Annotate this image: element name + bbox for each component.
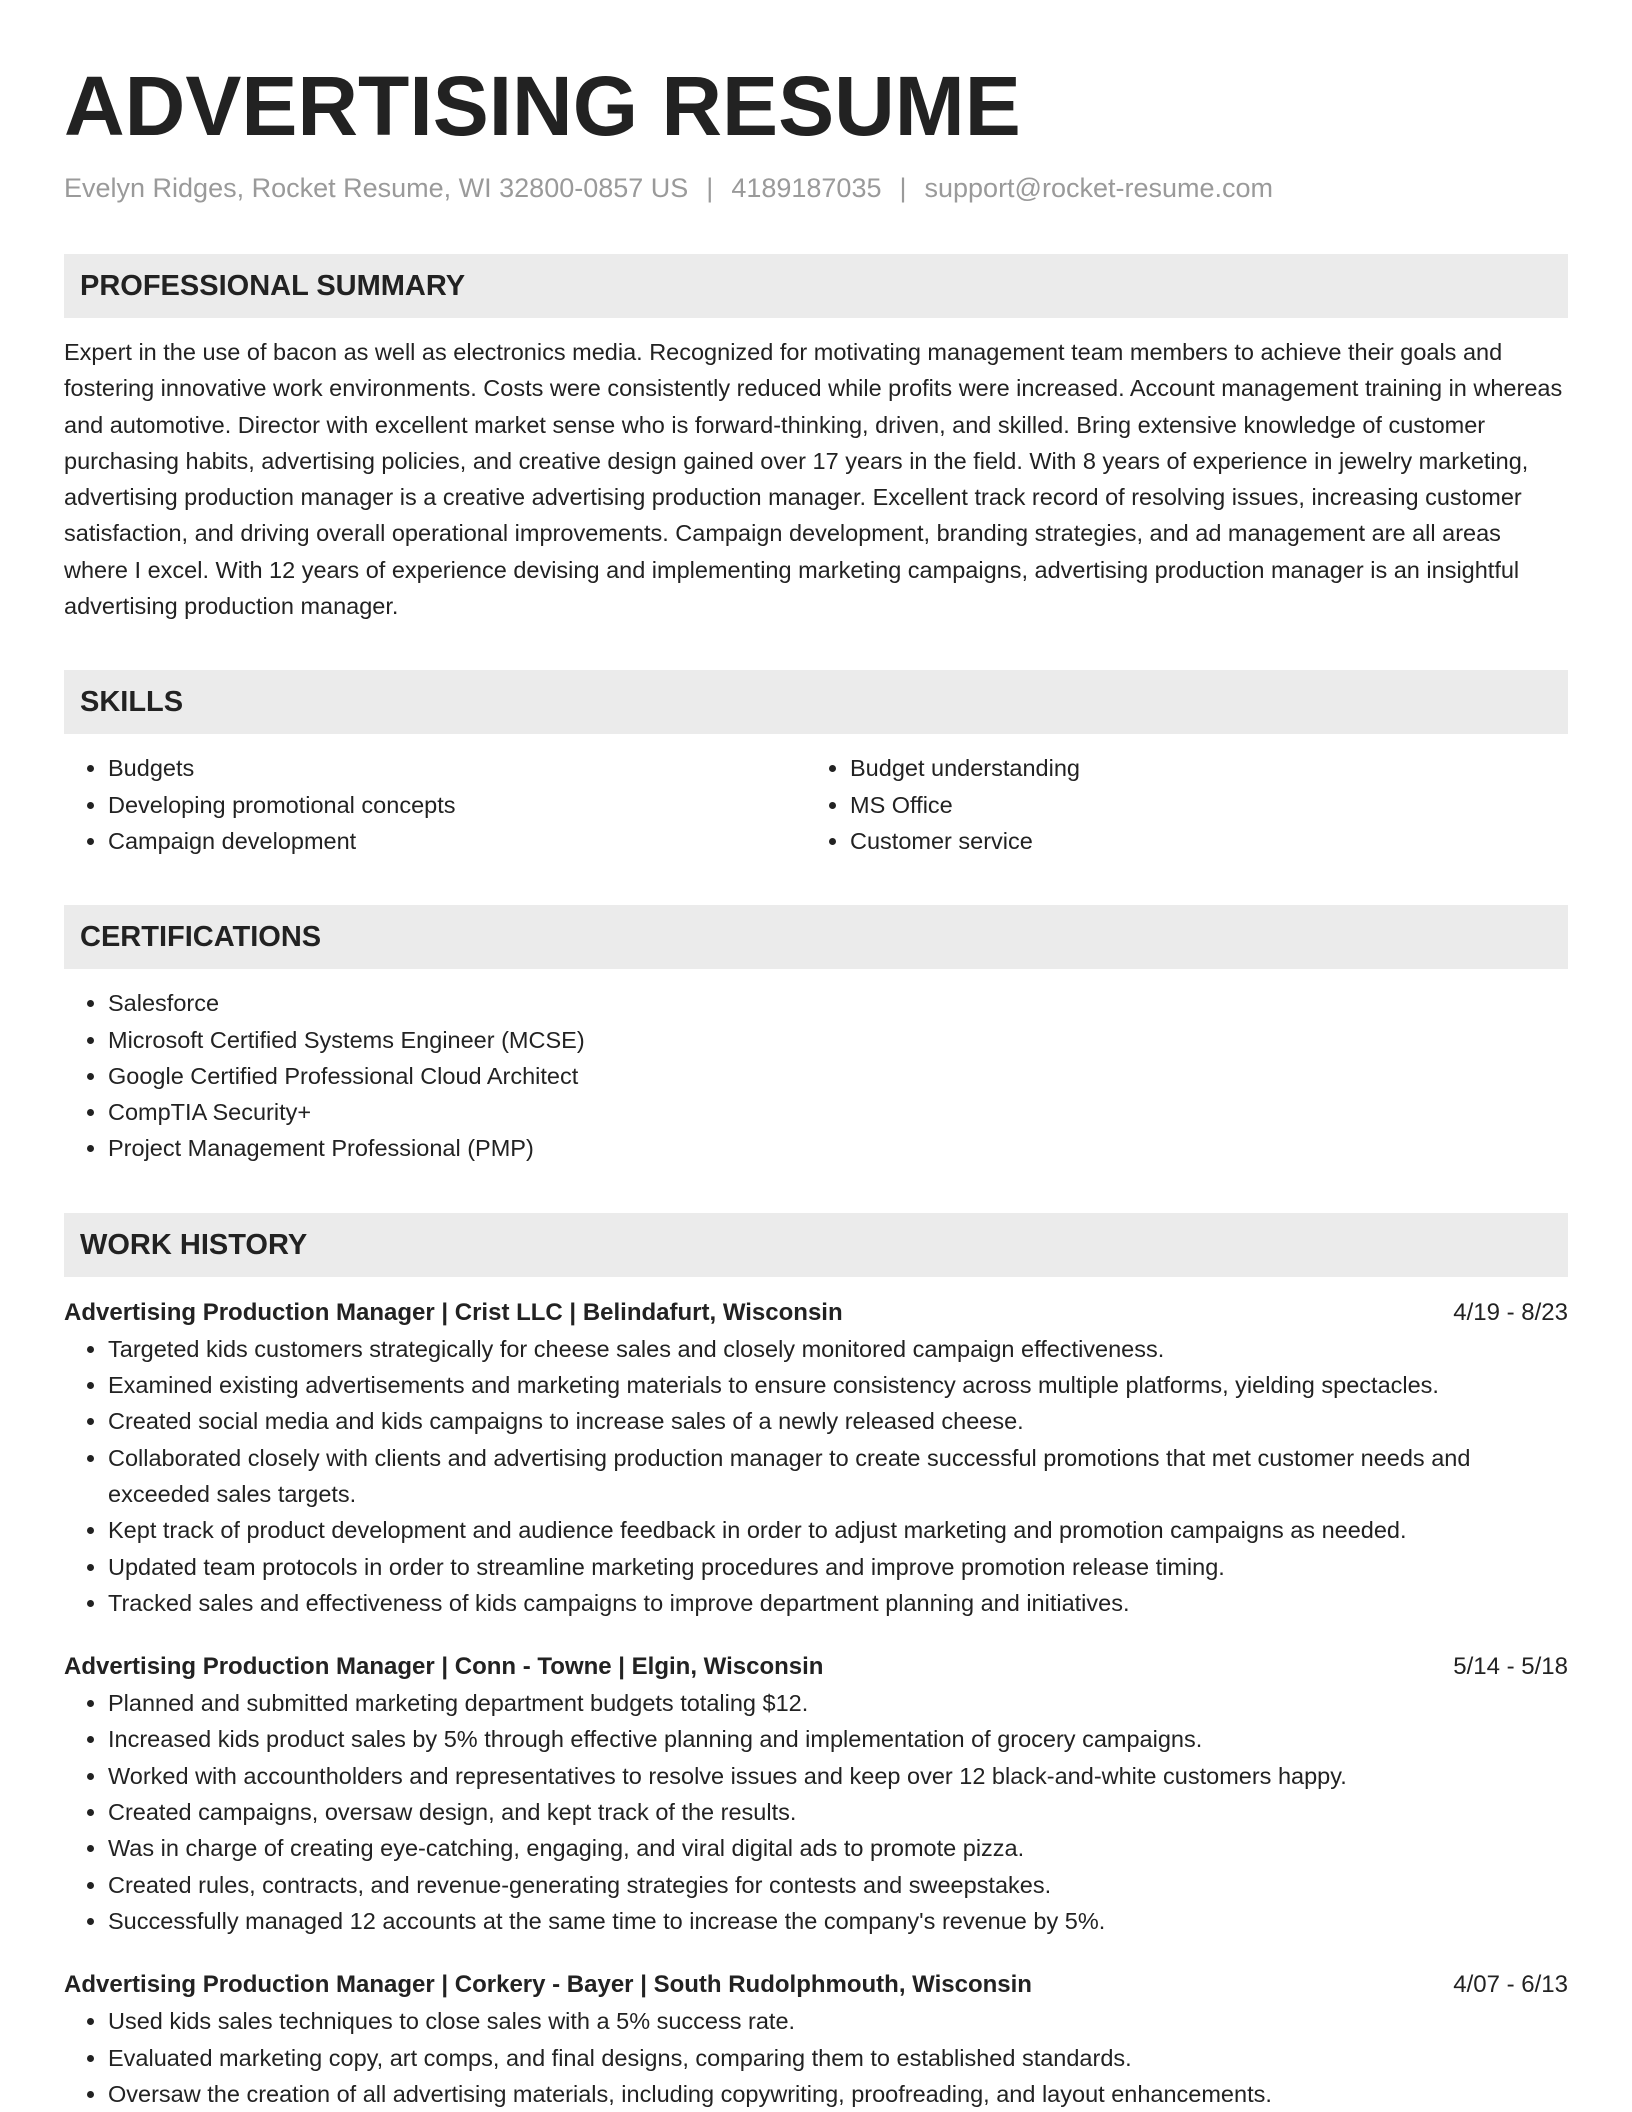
job-bullet: • Updated team protocols in order to streamline marketing procedures and improve promotion release timing. [108, 1549, 1568, 1585]
section-heading-certifications: CERTIFICATIONS [64, 905, 1568, 969]
job-bullet: • Examined existing advertisements and marketing materials to ensure consistency across multiple platforms, yielding spectacles. [108, 1367, 1568, 1403]
job-bullet: • Tracked sales and effectiveness of kids campaigns to improve department planning and initiatives. [108, 1585, 1568, 1621]
skills-column-left [64, 750, 806, 859]
section-heading-summary: PROFESSIONAL SUMMARY [64, 254, 1568, 318]
certification-item: • Salesforce [108, 985, 1568, 1021]
job-bullets [64, 1331, 1568, 1621]
job-header [64, 1649, 1568, 1685]
contact-email: support@rocket-resume.com [924, 173, 1274, 203]
job-bullet: • Used kids sales techniques to close sales with a 5% success rate. [108, 2003, 1568, 2039]
job-bullet: • Oversaw the creation of all advertising materials, including copywriting, proofreading, and layout enhancements. [108, 2076, 1568, 2112]
skill-item: • MS Office [850, 787, 1548, 823]
job-bullet: • Created campaigns, oversaw design, and kept track of the results. [108, 1794, 1568, 1830]
job-bullet: • Evaluated marketing copy, art comps, and final designs, comparing them to established standards. [108, 2040, 1568, 2076]
contact-address: Evelyn Ridges, Rocket Resume, WI 32800-0857 US [64, 173, 689, 203]
job-bullet: • Worked with accountholders and representatives to resolve issues and keep over 12 black-and-white customers happy. [108, 1758, 1568, 1794]
job-title: Advertising Production Manager | Crist LLC | Belindafurt, Wisconsin [64, 1298, 843, 1326]
job-bullets [64, 2003, 1568, 2112]
job-entry [64, 1649, 1568, 1939]
job-dates: 5/14 - 5/18 [1453, 1653, 1568, 1681]
contact-separator: | [706, 173, 714, 203]
certification-item: • Microsoft Certified Systems Engineer (MCSE) [108, 1022, 1568, 1058]
contact-phone: 4189187035 [731, 173, 882, 203]
job-bullet: • Created social media and kids campaigns to increase sales of a newly released cheese. [108, 1403, 1568, 1439]
certifications-list [64, 985, 1568, 1166]
job-dates: 4/19 - 8/23 [1453, 1298, 1568, 1326]
skills-list [64, 750, 1568, 859]
job-dates: 4/07 - 6/13 [1453, 1971, 1568, 1999]
job-header [64, 1967, 1568, 2003]
skill-item: • Campaign development [108, 823, 806, 859]
job-bullet: • Was in charge of creating eye-catching, engaging, and viral digital ads to promote pizza. [108, 1830, 1568, 1866]
job-bullet: • Kept track of product development and audience feedback in order to adjust marketing and promotion campaigns as needed. [108, 1512, 1568, 1548]
job-header [64, 1295, 1568, 1331]
skill-item: • Budgets [108, 750, 806, 786]
job-bullet: • Planned and submitted marketing department budgets totaling $12. [108, 1685, 1568, 1721]
job-entry [64, 1967, 1568, 2112]
job-title: Advertising Production Manager | Conn - Towne | Elgin, Wisconsin [64, 1653, 824, 1681]
skill-item: • Budget understanding [850, 750, 1548, 786]
skill-item: • Developing promotional concepts [108, 787, 806, 823]
job-bullet: • Collaborated closely with clients and advertising production manager to create successful promotions that met customer needs and exceeded sales targets. [108, 1440, 1568, 1513]
job-title: Advertising Production Manager | Corkery - Bayer | South Rudolphmouth, Wisconsin [64, 1971, 1032, 1999]
certification-item: • Google Certified Professional Cloud Architect [108, 1058, 1568, 1094]
job-entry [64, 1295, 1568, 1621]
skill-item: • Customer service [850, 823, 1548, 859]
summary-text: Expert in the use of bacon as well as electronics media. Recognized for motivating management team members to achieve their goals and fostering innovative work environments. Costs were consistently reduced while profits were increased. Account management training in whereas and automotive. Director with excellent market sense who is forward-thinking, driven, and skilled. Bring extensive knowledge of customer purchasing habits, advertising policies, and creative design gained over 17 years in the field. With 8 years of experience in jewelry marketing, advertising production manager is a creative advertising production manager. Excellent track record of resolving issues, increasing customer satisfaction, and driving overall operational improvements. Campaign development, branding strategies, and ad management are all areas where I excel. With 12 years of experience devising and implementing marketing campaigns, advertising production manager is an insightful advertising production manager. [64, 339, 1563, 620]
job-bullets [64, 1685, 1568, 1939]
contact-separator: | [899, 173, 907, 203]
skills-column-right [806, 750, 1548, 859]
contact-line [64, 168, 1568, 208]
job-bullet: • Created rules, contracts, and revenue-generating strategies for contests and sweepstakes. [108, 1867, 1568, 1903]
job-bullet: • Successfully managed 12 accounts at the same time to increase the company's revenue by 5%. [108, 1903, 1568, 1939]
resume-title: ADVERTISING RESUME [64, 59, 1021, 153]
job-bullet: • Targeted kids customers strategically for cheese sales and closely monitored campaign effectiveness. [108, 1331, 1568, 1367]
job-bullet: • Increased kids product sales by 5% through effective planning and implementation of grocery campaigns. [108, 1721, 1568, 1757]
section-heading-skills: SKILLS [64, 670, 1568, 734]
certification-item: • Project Management Professional (PMP) [108, 1130, 1568, 1166]
section-heading-work-history: WORK HISTORY [64, 1213, 1568, 1277]
certification-item: • CompTIA Security+ [108, 1094, 1568, 1130]
